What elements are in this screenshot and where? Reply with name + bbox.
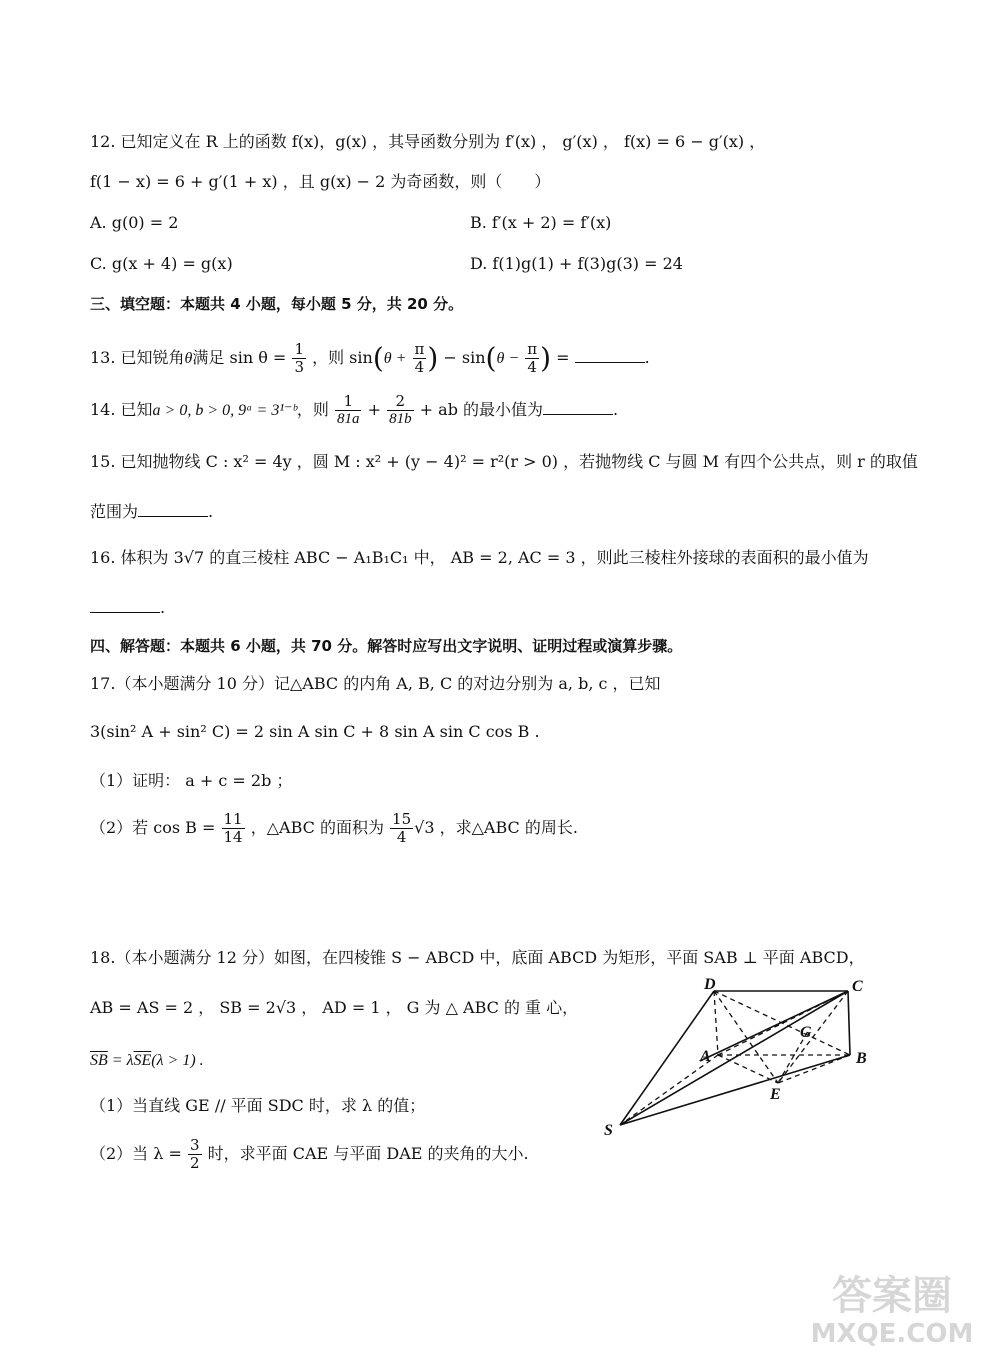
fraction: $\frac{2}{81b}$ xyxy=(389,392,412,427)
q17-line1: 17.（本小题满分 10 分）记△ABC 的内角 A, B, C 的对边分别为 a, b, c ，已知 xyxy=(90,674,661,693)
q12-option-b: B. f′(x + 2) = f′(x) xyxy=(470,213,612,232)
q15-line1: 15. 已知抛物线 C : x² = 4y ，圆 M : x² + (y − 4)² = r²(r > 0) ，若抛物线 C 与圆 M 有四个公共点，则 r 的取值 xyxy=(90,452,918,471)
q12-option-a: A. g(0) = 2 xyxy=(90,213,179,232)
q12-option-d: D. f(1)g(1) + f(3)g(3) = 24 xyxy=(470,254,683,273)
label-e: E xyxy=(770,1086,781,1103)
label-c: C xyxy=(852,978,863,995)
q12-line2: f(1 − x) = 6 + g′(1 + x) ，且 g(x) − 2 为奇函数，则（ ） xyxy=(90,172,551,191)
fraction: $\frac{1}{3}$ xyxy=(294,340,304,376)
q16-line1: 16. 体积为 3√7 的直三棱柱 ABC − A₁B₁C₁ 中， AB = 2, AC = 3 ，则此三棱柱外接球的表面积的最小值为 xyxy=(90,548,869,567)
answer-blank xyxy=(138,500,208,517)
label-a: A xyxy=(700,1048,711,1065)
q18-line1: 18.（本小题满分 12 分）如图，在四棱锥 S − ABCD 中，底面 ABCD 为矩形，平面 SAB ⊥ 平面 ABCD， xyxy=(90,948,865,967)
fraction: $\frac{15}{4}$ xyxy=(392,810,412,846)
q17-part2: （2）若 cos B = $\frac{11}{14}$ ，△ABC 的面积为 $\frac{15}{4}$ √3 ，求△ABC 的周长. xyxy=(90,810,578,846)
answer-blank xyxy=(543,398,613,415)
q13: 13. 已知锐角θ满足 sin θ = $\frac{1}{3}$ ，则 sin(θ + $\frac{\pi}{4}$ ) − sin(θ − $\frac{\pi}{4}$ ) = . xyxy=(90,340,650,376)
q18-part1: （1）当直线 GE // 平面 SDC 时，求 λ 的值； xyxy=(90,1096,426,1115)
q18-line3: $\overline{SB} = \lambda\overline{SE}(\lambda > 1)$ . xyxy=(90,1052,204,1069)
label-b: B xyxy=(856,1050,867,1067)
q17-line2: 3(sin² A + sin² C) = 2 sin A sin C + 8 sin A sin C cos B . xyxy=(90,722,540,741)
q12-line1: 12. 已知定义在 R 上的函数 f(x)，g(x) ，其导函数分别为 f′(x) ， g′(x) ， f(x) = 6 − g′(x) ， xyxy=(90,132,766,151)
fraction: $\frac{\pi}{4}$ xyxy=(527,340,538,376)
answer-blank xyxy=(90,596,160,613)
q17-part1: （1）证明： a + c = 2b ； xyxy=(90,771,293,790)
section-4-heading: 四、解答题：本题共 6 小题，共 70 分。解答时应写出文字说明、证明过程或演算步骤。 xyxy=(90,637,683,655)
q12-option-c: C. g(x + 4) = g(x) xyxy=(90,254,233,273)
q14: 14. 已知a > 0, b > 0, 9ᵃ = 3¹⁻ᵇ，则 $\frac{1}{81a}$ + $\frac{2}{81b}$ + ab 的最小值为 . xyxy=(90,392,619,427)
fraction: $\frac{3}{2}$ xyxy=(190,1136,200,1172)
watermark-logo: 答案圈 MXQE.COM xyxy=(810,1273,974,1349)
q15-line2: 范围为 . xyxy=(90,502,214,521)
section-3-heading: 三、填空题：本题共 4 小题，每小题 5 分，共 20 分。 xyxy=(90,295,464,313)
q18-part2: （2）当 λ = $\frac{3}{2}$ 时，求平面 CAE 与平面 DAE 的夹角的大小. xyxy=(90,1136,529,1172)
fraction: $\frac{11}{14}$ xyxy=(223,810,243,846)
label-g: G xyxy=(800,1024,812,1041)
pyramid-figure xyxy=(600,975,880,1145)
q18-line2: AB = AS = 2 ， SB = 2√3 ， AD = 1 ， G 为 △ ABC 的 重 心， xyxy=(90,998,579,1017)
fraction: $\frac{\pi}{4}$ xyxy=(414,340,425,376)
answer-blank xyxy=(575,346,645,363)
label-d: D xyxy=(704,976,716,993)
fraction: $\frac{1}{81a}$ xyxy=(336,392,360,427)
label-s: S xyxy=(604,1122,613,1139)
q16-line2: . xyxy=(90,596,165,620)
